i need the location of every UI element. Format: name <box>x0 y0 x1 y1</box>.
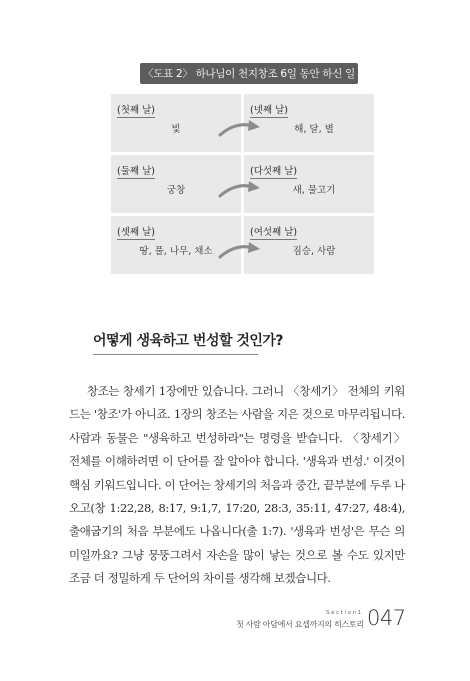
section-heading: 어떻게 생육하고 번성할 것인가? <box>93 333 284 349</box>
day-label: (여섯째 날) <box>250 224 297 238</box>
body-paragraph: 창조는 창세기 1장에만 있습니다. 그러니 〈창세기〉 전체의 키워드는 '창조'가 아니죠. 1장의 창조는 사람을 지은 것으로 마무리됩니다. 사람과 동물은 "생육하고 번성하라"는 명령을 받습니다. 〈창세기〉 전체를 이해하려면 이 단어를 잘 알아야 합니다. '생육과 번성.' 이것이 핵심 키워드입니다. 이 단어는 창세기의 처음과 중간, 끝부분에 두루 나오고(창 1:22,28, 8:17, 9:1,7, 17:20, 28:3, 35:11, 47:27, 48:4), 출애굽기의 처음 부분에도 나옵니다(출 1:7). '생육과 번성'은 무슨 의미일까요? 그냥 뭉뚱그려서 자손을 많이 낳는 것으로 볼 수도 있지만 조금 더 정밀하게 두 단어의 차이를 생각해 보겠습니다. <box>69 384 405 586</box>
day-label: (넷째 날) <box>250 102 288 116</box>
day-work: 새, 물고기 <box>292 185 336 196</box>
day-label: (둘째 날) <box>117 163 155 177</box>
day-work: 짐승, 사람 <box>292 246 336 257</box>
day-label: (셋째 날) <box>117 224 155 238</box>
arrow-icon <box>218 239 264 261</box>
day-work: 땅, 풀, 나무, 채소 <box>139 246 213 257</box>
page-number: 047 <box>367 606 406 630</box>
section-label: Section1 <box>326 610 363 616</box>
heading-underline <box>93 354 258 355</box>
day-work: 해, 달, 별 <box>294 124 334 135</box>
arrow-icon <box>218 117 264 139</box>
day-work: 궁창 <box>166 185 186 196</box>
running-title: 첫 사람 아담에서 요셉까지의 히스토리 <box>236 620 364 629</box>
figure-title: 〈도표 2〉 하나님이 천지창조 6일 동안 하신 일 <box>140 63 358 84</box>
day-label: (다섯째 날) <box>250 163 297 177</box>
arrow-icon <box>218 178 264 200</box>
day-work: 빛 <box>171 124 181 135</box>
day-label: (첫째 날) <box>117 102 155 116</box>
